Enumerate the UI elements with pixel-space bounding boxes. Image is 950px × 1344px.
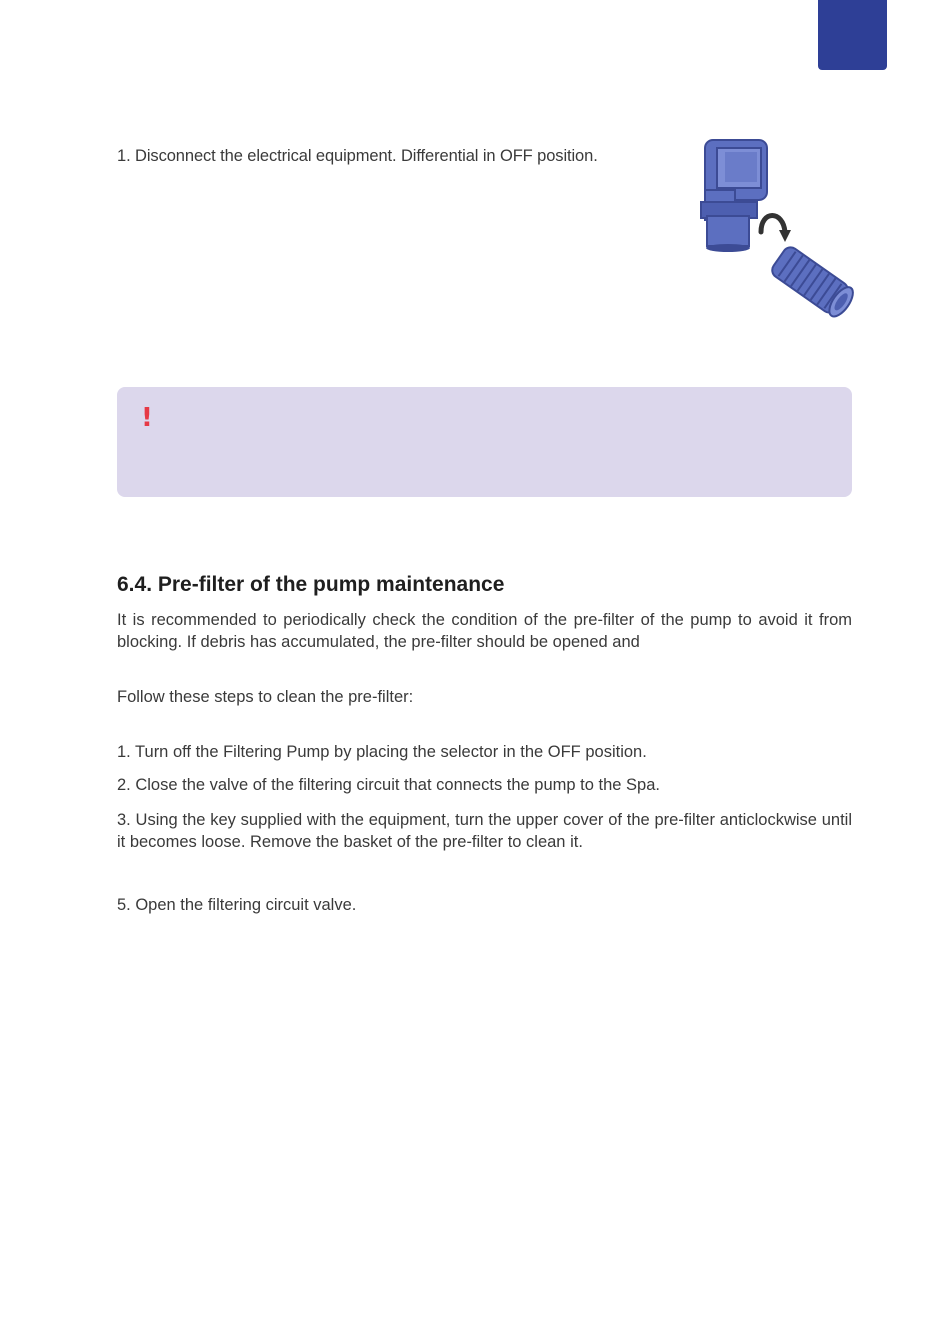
section-heading: 6.4. Pre-filter of the pump maintenance [117,573,505,596]
page-tab-marker [818,0,887,70]
pre-filter-cartridge-icon [695,130,860,320]
instruction-step-disconnect: 1. Disconnect the electrical equipment. Differential in OFF position. [117,147,598,165]
intro-paragraph: It is recommended to periodically check the condition of the pre-filter of the pump to avoid it from blocking. If debris has accumulated, the pre-filter should be opened and [117,611,852,651]
step-item: 2. Close the valve of the filtering circuit that connects the pump to the Spa. [117,776,660,794]
steps-intro-text: Follow these steps to clean the pre-filter: [117,688,414,706]
warning-callout [117,387,852,497]
step-item: 5. Open the filtering circuit valve. [117,896,357,914]
step-item: 1. Turn off the Filtering Pump by placing the selector in the OFF position. [117,743,647,761]
step-item: 3. Using the key supplied with the equipment, turn the upper cover of the pre-filter anticlockwise until it becomes loose. Remove the basket of the pre-filter to clean it. [117,811,852,851]
warning-exclamation-icon: ! [141,403,153,433]
